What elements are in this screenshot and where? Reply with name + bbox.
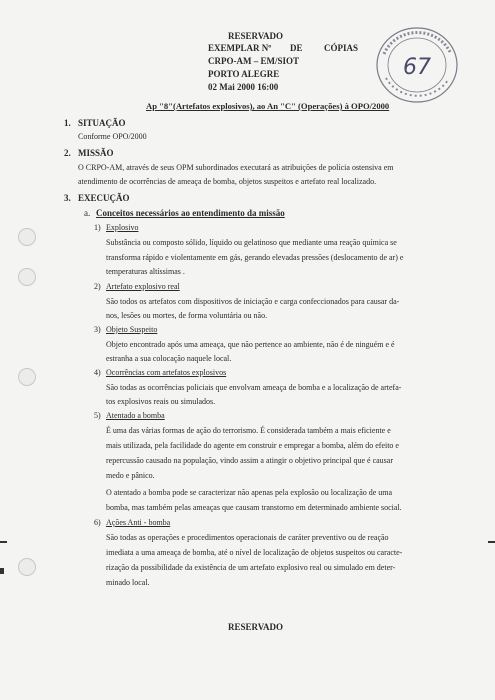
copias-label: CÓPIAS [324, 43, 359, 53]
item-line: bomba, mas também pelas ameaças que causam transtorno em determinado ambiente social. [106, 503, 402, 512]
item-line: nos, lesões ou mortes, de forma voluntária ou não. [106, 311, 268, 320]
punch-hole [18, 228, 36, 246]
item-title: Ações Anti - bomba [106, 518, 171, 527]
scan-edge-mark [488, 541, 495, 543]
document-date: 02 Mai 2000 16:00 [208, 82, 279, 92]
item-line: medo e pânico. [106, 471, 155, 480]
section-3-title: EXECUÇÃO [78, 193, 130, 203]
item-number: 6) [94, 518, 101, 527]
item-line: transforma rápido e violentamente em gás, gerando elevadas pressões (deslocamento de ar) e [106, 253, 404, 262]
classification-top: RESERVADO [228, 31, 284, 41]
item-number: 2) [94, 282, 101, 291]
item-line: São todos os artefatos com dispositivos de iniciação e carga confeccionados para causar da- [106, 297, 400, 306]
item-title: Objeto Suspeito [106, 325, 158, 334]
section-2-line: atendimento de ocorrências de ameaça de bomba, objetos suspeitos e artefato real localizado. [78, 177, 377, 186]
item-line: repercussão causado na população, vindo assim a atingir o objetivo principal que é causar [106, 456, 394, 465]
item-line: São todas as operações e procedimentos operacionais de caráter preventivo ou de reação [106, 533, 389, 542]
item-line: imediata a uma ameaça de bomba, até o nível de localização de objetos suspeitos ou caracte- [106, 548, 403, 557]
section-2-line: O CRPO-AM, através de seus OPM subordinados executará as atribuições de polícia ostensiva em [78, 163, 394, 172]
punch-hole [18, 268, 36, 286]
section-2-title: MISSÃO [78, 148, 114, 158]
item-title: Ocorrências com artefatos explosivos [106, 368, 227, 377]
scan-edge-mark [0, 568, 4, 574]
scan-edge-mark [0, 541, 7, 543]
unit-name: CRPO-AM – EM/SIOT [208, 56, 299, 66]
section-3-number: 3. [64, 193, 71, 203]
city-name: PORTO ALEGRE [208, 69, 280, 79]
punch-hole [18, 558, 36, 576]
item-line: mais utilizada, pela facilidade do agente em construir e empregar a bomba, além do efeito e [106, 441, 399, 450]
item-title: Artefato explosivo real [106, 282, 180, 291]
item-line: rização da possibilidade da existência de um artefato explosivo real ou simulado em deter- [106, 563, 396, 572]
subsection-a-label: a. [84, 208, 91, 218]
item-line: O atentado a bomba pode se caracterizar não apenas pela explosão ou localização de uma [106, 488, 393, 497]
section-1-text: Conforme OPO/2000 [78, 132, 147, 141]
item-line: tos explosivos reais ou simulados. [106, 397, 216, 406]
item-number: 5) [94, 411, 101, 420]
official-seal-stamp [372, 22, 462, 108]
stamp-number: 67 [403, 55, 431, 80]
item-number: 4) [94, 368, 101, 377]
item-line: É uma das várias formas de ação do terrorismo. É considerada também a mais eficiente e [106, 426, 391, 435]
classification-bottom: RESERVADO [228, 622, 284, 632]
item-title: Atentado a bomba [106, 411, 165, 420]
item-line: Objeto encontrado após uma ameaça, que não pertence ao ambiente, não é de ninguém e é [106, 340, 395, 349]
item-line: estranha a sua colocação naquele local. [106, 354, 232, 363]
subsection-a-title: Conceitos necessários ao entendimento da missão [96, 208, 285, 218]
item-line: temperaturas altíssimas . [106, 267, 185, 276]
item-line: Substância ou composto sólido, líquido ou gelatinoso que mediante uma reação química se [106, 238, 397, 247]
exemplar-label: EXEMPLAR Nº [208, 43, 272, 53]
item-line: minado local. [106, 578, 150, 587]
item-number: 1) [94, 223, 101, 232]
section-1-number: 1. [64, 118, 71, 128]
item-title: Explosivo [106, 223, 139, 232]
item-number: 3) [94, 325, 101, 334]
item-line: São todas as ocorrências policiais que envolvam ameaça de bomba e a localização de artefa- [106, 383, 402, 392]
document-title: Ap "8"(Artefatos explosivos), ao An "C" (Operações) à OPO/2000 [146, 101, 390, 111]
section-2-number: 2. [64, 148, 71, 158]
punch-hole [18, 368, 36, 386]
de-label: DE [290, 43, 303, 53]
section-1-title: SITUAÇÃO [78, 118, 126, 128]
